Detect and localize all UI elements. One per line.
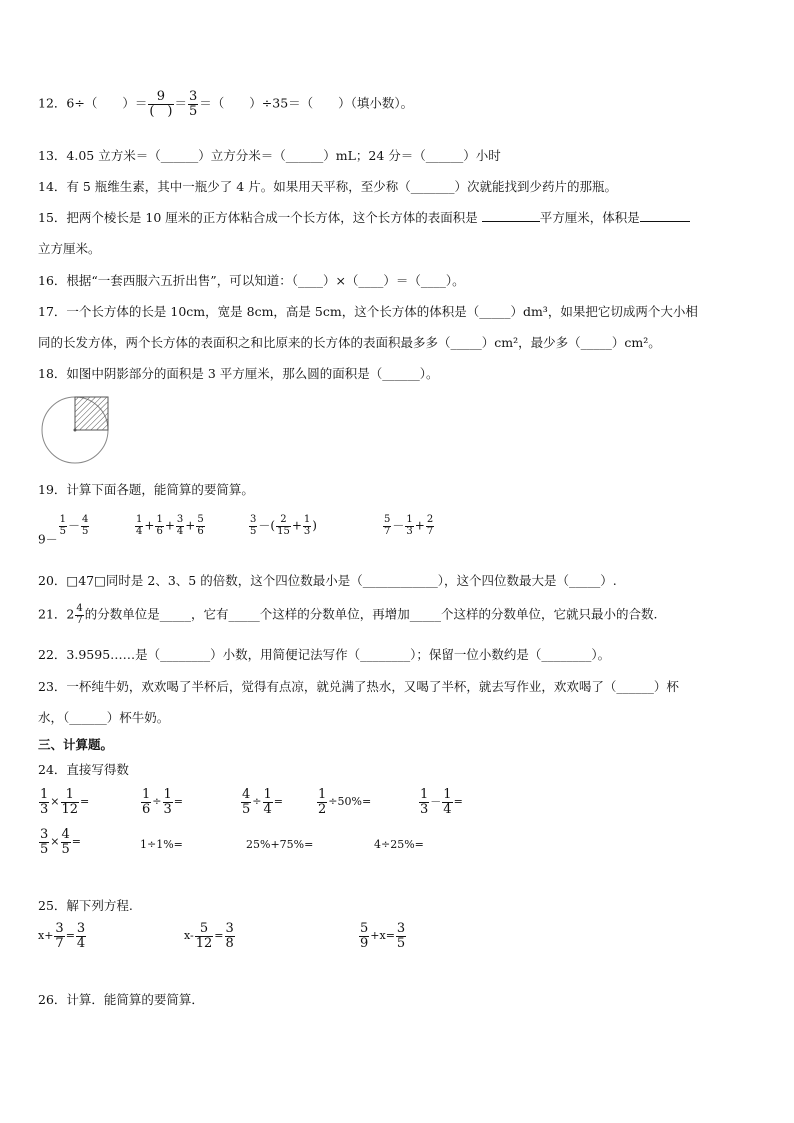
operand: 9－ xyxy=(38,532,58,547)
question-text: 一杯纯牛奶，欢欢喝了半杯后，觉得有点凉，就兑满了热水，又喝了半杯，就去写作业，欢欢喝了（______）杯 xyxy=(66,679,679,694)
calc-item-8: 25%+75%= xyxy=(246,838,314,851)
fraction xyxy=(59,515,67,537)
numerator: 3 xyxy=(76,921,86,936)
denominator: 6 xyxy=(142,801,151,817)
operator: ÷50%= xyxy=(328,795,372,809)
question-number: 20． xyxy=(38,573,67,588)
operator: ÷ xyxy=(152,795,162,809)
fraction xyxy=(225,922,235,950)
equation-3 xyxy=(358,922,407,950)
equals: = xyxy=(80,795,90,809)
numerator: 2 xyxy=(276,515,291,527)
question-15-cont xyxy=(38,239,101,257)
equals: = xyxy=(273,795,283,809)
fraction xyxy=(135,515,143,537)
operator: = xyxy=(214,929,224,943)
operator: +x= xyxy=(370,929,395,943)
question-number: 12． xyxy=(38,95,67,111)
question-text: 立方厘米。 xyxy=(38,241,101,256)
numerator: 4 xyxy=(82,514,89,525)
question-number: 16． xyxy=(38,273,67,288)
calc-item-1 xyxy=(38,788,89,816)
question-number: 22． xyxy=(38,647,67,662)
denominator: 5 xyxy=(396,935,406,951)
question-text: 一个长方体的长是 10cm，宽是 8cm，高是 5cm，这个长方体的体积是（_____）dm³，如果把它切成两个大小相 xyxy=(66,304,698,319)
question-text: 平方厘米，体积是 xyxy=(539,210,640,225)
question-text: 4.05 立方米＝（______）立方分米＝（______）mL；24 分＝（______）小时 xyxy=(66,148,501,163)
operator: － xyxy=(392,518,405,533)
question-22 xyxy=(38,645,610,663)
numerator: 3 xyxy=(225,921,234,936)
denominator: 3 xyxy=(420,801,429,817)
operator: － xyxy=(258,518,271,533)
operator: × xyxy=(50,835,60,849)
fraction xyxy=(426,515,434,537)
question-text: 如图中阴影部分的面积是 3 平方厘米，那么圆的面积是（______）。 xyxy=(66,366,439,381)
numerator: 1 xyxy=(303,514,311,525)
equation-1 xyxy=(38,922,87,950)
operator: + xyxy=(164,518,175,533)
numerator: 5 xyxy=(195,922,214,937)
question-number: 17． xyxy=(38,304,67,319)
q19-expression-3 xyxy=(248,515,317,537)
answer-blank xyxy=(640,209,690,222)
question-text: 根据“一套西服六五折出售”，可以知道：（____）×（____）＝（____）。 xyxy=(66,273,465,288)
operand: x- xyxy=(184,929,194,943)
circle-figure xyxy=(38,392,118,466)
fraction xyxy=(396,922,406,950)
question-text: 有 5 瓶维生素，其中一瓶少了 4 片。如果用天平称，至少称（_______）次就能找到少药片的那瓶。 xyxy=(66,179,617,194)
operator: + xyxy=(144,518,155,533)
operator: + xyxy=(291,518,302,533)
denominator: 4 xyxy=(176,525,184,537)
question-18 xyxy=(38,364,439,382)
denominator: 6 xyxy=(156,525,163,537)
fraction xyxy=(383,515,391,537)
question-text: 计算下面各题，能简算的要简算。 xyxy=(66,482,254,497)
fraction xyxy=(39,788,49,816)
equals: = xyxy=(453,795,463,809)
denominator: 7 xyxy=(384,525,391,537)
question-text: 3.9595……是（________）小数，用简便记法写作（________）；保留一位小数约是（________）。 xyxy=(66,647,611,662)
numerator: 9 xyxy=(148,90,173,105)
numerator: 3 xyxy=(176,514,184,525)
equals: = xyxy=(71,835,81,849)
fraction xyxy=(148,90,173,118)
circle-center xyxy=(74,429,77,432)
q19-expression-2 xyxy=(134,515,206,537)
numerator: 3 xyxy=(55,921,64,936)
calc-item-7: 1÷1%= xyxy=(140,838,183,851)
fraction xyxy=(163,788,173,816)
q19-expression-4 xyxy=(382,515,435,537)
question-14 xyxy=(38,177,617,195)
question-25 xyxy=(38,896,133,914)
operator: = xyxy=(65,929,75,943)
calc-item-5 xyxy=(418,788,463,816)
question-number: 13． xyxy=(38,148,67,163)
q19-expression-1 xyxy=(38,515,90,548)
question-text: 把两个棱长是 10 厘米的正方体粘合成一个长方体，这个长方体的表面积是 xyxy=(66,210,478,225)
operator: × xyxy=(50,795,60,809)
operator: － xyxy=(430,795,442,809)
numerator: 5 xyxy=(197,514,204,525)
denominator: 7 xyxy=(55,935,64,951)
fraction xyxy=(61,828,71,856)
fraction xyxy=(405,515,413,537)
denominator: 5 xyxy=(40,841,49,857)
q12-text-a: 6÷（ ）＝ xyxy=(66,95,148,111)
denominator: 9 xyxy=(360,935,369,951)
denominator: 4 xyxy=(263,801,272,817)
numerator: 4 xyxy=(61,827,70,842)
question-26 xyxy=(38,990,204,1008)
denominator: 5 xyxy=(250,525,257,537)
fraction xyxy=(61,788,80,816)
denominator: 3 xyxy=(406,525,413,537)
denominator: 5 xyxy=(59,525,67,537)
denominator: 4 xyxy=(443,801,452,817)
denominator: 5 xyxy=(61,841,70,857)
question-number: 21． xyxy=(38,606,67,622)
numerator: 1 xyxy=(142,787,151,802)
operator: + xyxy=(185,518,196,533)
numerator: 1 xyxy=(263,787,272,802)
numerator: 1 xyxy=(443,787,452,802)
fraction xyxy=(276,515,291,537)
question-text: 的分数单位是_____，它有_____个这样的分数单位，再增加_____个这样的分数单位，它就只最小的合数. xyxy=(84,606,658,622)
question-23 xyxy=(38,677,679,695)
question-number: 19． xyxy=(38,482,67,497)
question-number: 26． xyxy=(38,992,67,1007)
fraction xyxy=(81,515,89,537)
answer-blank xyxy=(482,209,540,222)
operator: ÷ xyxy=(252,795,262,809)
equals: = xyxy=(173,795,183,809)
equation-2 xyxy=(184,922,236,950)
numerator: 1 xyxy=(136,514,143,525)
calc-item-4 xyxy=(316,788,371,816)
fraction xyxy=(359,922,369,950)
calc-item-3 xyxy=(240,788,283,816)
question-23-cont xyxy=(38,708,169,726)
fraction xyxy=(76,922,86,950)
fraction xyxy=(155,515,163,537)
fraction xyxy=(303,515,311,537)
denominator: 7 xyxy=(76,614,83,626)
question-number: 14． xyxy=(38,179,67,194)
shaded-square xyxy=(75,397,108,430)
question-text: 解下列方程. xyxy=(66,898,133,913)
numerator: 5 xyxy=(360,921,369,936)
denominator: 12 xyxy=(61,801,79,817)
question-17 xyxy=(38,302,698,320)
operator: － xyxy=(68,518,81,533)
fraction xyxy=(442,788,452,816)
fraction xyxy=(39,828,49,856)
denominator: 3 xyxy=(303,525,311,537)
equals: ＝ xyxy=(174,95,188,111)
question-number: 25． xyxy=(38,898,67,913)
fraction xyxy=(196,515,204,537)
operator: + xyxy=(414,518,425,533)
denominator: 4 xyxy=(136,525,143,537)
paren: ( xyxy=(270,518,276,533)
numerator: 1 xyxy=(163,787,172,802)
numerator: 2 xyxy=(426,514,434,525)
fraction xyxy=(54,922,64,950)
denominator: 6 xyxy=(197,525,204,537)
question-13 xyxy=(38,146,501,164)
q12-text-rest: ＝（ ）÷35＝（ ）（填小数）。 xyxy=(199,95,414,111)
denominator: 12 xyxy=(195,935,213,951)
denominator: 5 xyxy=(189,103,198,119)
question-16 xyxy=(38,271,465,289)
numerator: 5 xyxy=(384,514,391,525)
fraction xyxy=(195,922,214,950)
question-15 xyxy=(38,208,690,226)
numerator: 4 xyxy=(242,787,251,802)
calc-item-2 xyxy=(140,788,183,816)
numerator: 1 xyxy=(318,787,327,802)
fraction xyxy=(249,515,257,537)
question-text: 同的长发方体，两个长方体的表面积之和比原来的长方体的表面积最多多（_____）cm²，最少多（_____）cm²。 xyxy=(38,335,661,350)
numerator: 1 xyxy=(156,514,163,525)
question-number: 24． xyxy=(38,762,67,777)
question-text: 直接写得数 xyxy=(66,762,129,777)
calc-item-6 xyxy=(38,828,81,856)
numerator: 4 xyxy=(76,603,83,614)
question-24 xyxy=(38,760,129,778)
fraction xyxy=(141,788,151,816)
numerator: 1 xyxy=(61,788,80,803)
numerator: 3 xyxy=(189,89,198,104)
numerator: 3 xyxy=(40,827,49,842)
question-text: 计算．能简算的要简算． xyxy=(66,992,204,1007)
fraction xyxy=(241,788,251,816)
operand: x+ xyxy=(38,929,54,943)
mixed-whole: 2 xyxy=(66,606,75,622)
question-17-cont xyxy=(38,333,661,351)
denominator: 3 xyxy=(40,801,49,817)
question-number: 15． xyxy=(38,210,67,225)
fraction xyxy=(176,515,184,537)
denominator: 3 xyxy=(163,801,172,817)
fraction xyxy=(419,788,429,816)
numerator: 1 xyxy=(420,787,429,802)
question-20 xyxy=(38,571,617,589)
fraction xyxy=(317,788,327,816)
paren: ) xyxy=(312,518,317,533)
denominator: 4 xyxy=(76,935,86,951)
fraction xyxy=(188,90,198,118)
denominator: ( ) xyxy=(149,103,173,119)
question-text: □47□同时是 2、3、5 的倍数，这个四位数最小是（____________），这个四位数最大是（_____）. xyxy=(66,573,617,588)
denominator: 7 xyxy=(426,525,434,537)
denominator: 2 xyxy=(318,801,327,817)
numerator: 3 xyxy=(396,921,406,936)
question-21 xyxy=(38,604,657,626)
fraction xyxy=(263,788,273,816)
fraction xyxy=(75,604,83,626)
denominator: 15 xyxy=(277,525,290,537)
denominator: 5 xyxy=(242,801,251,817)
question-text: 水，（______）杯牛奶。 xyxy=(38,710,170,725)
calc-item-9: 4÷25%= xyxy=(374,838,424,851)
section-heading: 三、计算题。 xyxy=(38,737,114,752)
denominator: 8 xyxy=(225,935,234,951)
question-12 xyxy=(38,90,413,118)
numerator: 1 xyxy=(40,787,49,802)
question-number: 23． xyxy=(38,679,67,694)
numerator: 1 xyxy=(406,514,413,525)
question-19 xyxy=(38,480,254,498)
question-number: 18． xyxy=(38,366,67,381)
denominator: 5 xyxy=(82,525,89,537)
numerator: 1 xyxy=(59,514,67,525)
numerator: 3 xyxy=(250,514,257,525)
